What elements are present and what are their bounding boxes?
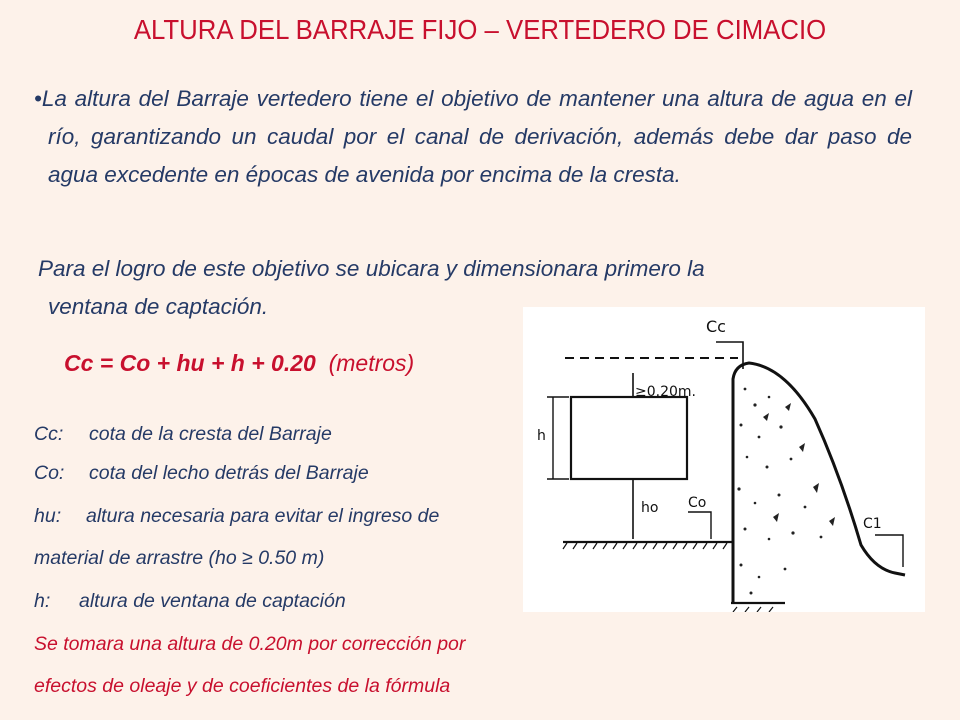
definition-text: altura necesaria para evitar el ingreso de — [86, 505, 440, 527]
formula-expression: Cc = Co + hu + h + 0.20 — [64, 350, 316, 376]
definition-co — [34, 462, 369, 485]
weir-profile — [733, 363, 905, 602]
label-cc: Cc — [706, 317, 726, 336]
definition-text: altura de ventana de captación — [79, 590, 346, 612]
weir-diagram — [523, 307, 925, 612]
formula — [64, 350, 414, 377]
definition-cc — [34, 423, 332, 446]
definition-text: material de arrastre (ho ≥ 0.50 m) — [34, 547, 325, 569]
label-h: h — [537, 428, 546, 444]
formula-unit: (metros) — [328, 350, 415, 376]
definition-text: cota de la cresta del Barraje — [89, 423, 332, 445]
co-leader — [688, 512, 711, 539]
c1-leader — [875, 535, 903, 567]
label-c1: C1 — [863, 516, 882, 532]
definition-term: Cc: — [34, 423, 64, 445]
definition-term: hu: — [34, 505, 62, 527]
intake-window — [571, 397, 687, 479]
label-co: Co — [688, 495, 707, 511]
bed-hatching — [563, 543, 773, 612]
definition-term: Co: — [34, 462, 65, 484]
label-clearance: ≥0.20m. — [635, 384, 696, 400]
definition-hu — [34, 505, 439, 528]
label-ho: ho — [641, 500, 659, 516]
note-line1: Se tomara una altura de 0.20m por corrección por — [34, 633, 466, 655]
cc-leader — [716, 342, 743, 369]
note-line2: efectos de oleaje y de coeficientes de la fórmula — [34, 675, 451, 697]
paragraph-captation-line1: Para el logro de este objetivo se ubicara y dimensionara primero la — [38, 256, 705, 281]
page-title: ALTURA DEL BARRAJE FIJO – VERTEDERO DE CIMACIO — [133, 14, 827, 45]
definition-text: cota del lecho detrás del Barraje — [89, 462, 369, 484]
weir-diagram-svg — [523, 307, 925, 612]
concrete-texture — [737, 388, 835, 595]
paragraph-captation-line2: ventana de captación. — [48, 294, 269, 319]
definition-hu-continued — [34, 547, 324, 570]
paragraph-objective: •La altura del Barraje vertedero tiene el objetivo de mantener una altura de agua en el río, garantizando un caudal por el canal de derivación, además debe dar paso de agua excedente en épocas de avenida por encima de la cresta. — [34, 86, 912, 187]
definition-h — [34, 590, 346, 613]
definition-term: h: — [34, 590, 51, 612]
